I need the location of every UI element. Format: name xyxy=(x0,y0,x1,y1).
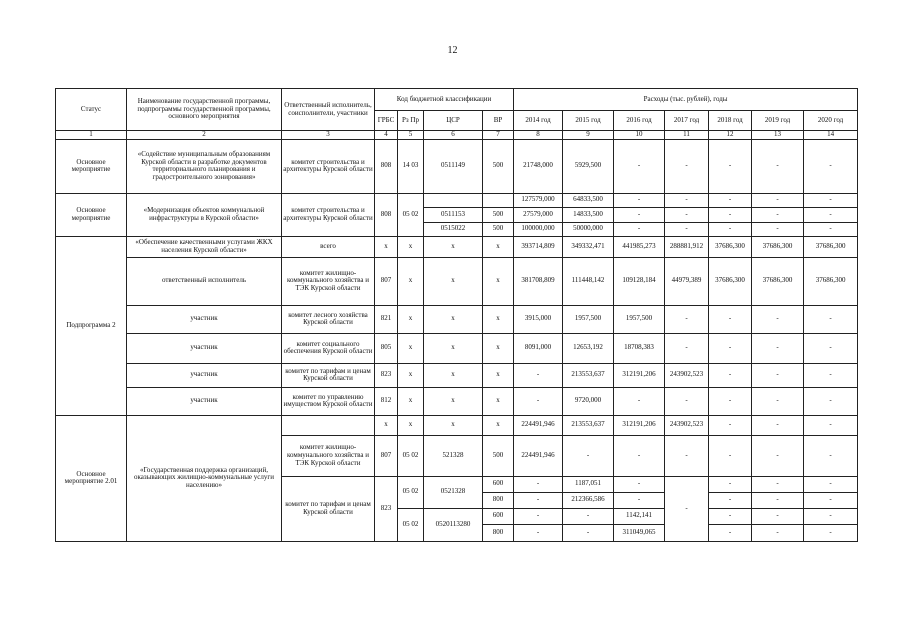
executor-cell: всего xyxy=(282,236,375,257)
table-row xyxy=(56,193,858,207)
value-cell: 27579,000 xyxy=(514,207,563,222)
value-cell: - xyxy=(752,193,804,207)
vr-cell xyxy=(483,193,514,207)
rzpr-cell: х xyxy=(398,257,424,305)
name-cell: участник xyxy=(127,363,282,387)
value-cell: 100000,000 xyxy=(514,222,563,236)
value-cell: 243902,523 xyxy=(665,415,709,435)
header-rzpr: Рз Пр xyxy=(398,111,424,131)
csr-cell: х xyxy=(424,257,483,305)
grbs-cell: 823 xyxy=(375,476,398,541)
vr-cell: х xyxy=(483,236,514,257)
name-cell: «Содействие муниципальным образованиям Курской области в разработке документов территориального планирования и градостроительного зонирования» xyxy=(127,139,282,193)
column-number: 7 xyxy=(483,131,514,140)
value-cell: - xyxy=(514,363,563,387)
rzpr-cell: 05 02 xyxy=(398,476,424,508)
column-number: 8 xyxy=(514,131,563,140)
value-cell: - xyxy=(614,492,665,508)
value-cell: - xyxy=(752,139,804,193)
executor-cell: комитет социального обеспечения Курской области xyxy=(282,333,375,363)
value-cell: - xyxy=(614,207,665,222)
grbs-cell: 808 xyxy=(375,139,398,193)
value-cell: 349332,471 xyxy=(563,236,614,257)
column-number: 11 xyxy=(665,131,709,140)
value-cell: - xyxy=(709,524,752,541)
vr-cell: 800 xyxy=(483,524,514,541)
value-cell: - xyxy=(665,139,709,193)
value-cell: 1142,141 xyxy=(614,508,665,524)
vr-cell: х xyxy=(483,415,514,435)
value-cell: - xyxy=(804,524,858,541)
name-cell: участник xyxy=(127,387,282,415)
column-numbers-row xyxy=(56,131,858,140)
vr-cell: 500 xyxy=(483,222,514,236)
header-year: 2017 год xyxy=(665,111,709,131)
csr-cell: х xyxy=(424,363,483,387)
header-year: 2015 год xyxy=(563,111,614,131)
value-cell: - xyxy=(665,207,709,222)
value-cell: - xyxy=(709,415,752,435)
header-year: 2018 год xyxy=(709,111,752,131)
value-cell: - xyxy=(665,476,709,541)
value-cell: 1187,051 xyxy=(563,476,614,492)
value-cell: - xyxy=(709,193,752,207)
value-cell: - xyxy=(614,222,665,236)
status-cell: Основное мероприятие xyxy=(56,193,127,236)
value-cell: 44979,389 xyxy=(665,257,709,305)
value-cell: - xyxy=(752,524,804,541)
value-cell: - xyxy=(752,435,804,476)
status-cell: Подпрограмма 2 xyxy=(56,236,127,415)
vr-cell: 600 xyxy=(483,508,514,524)
name-cell: участник xyxy=(127,333,282,363)
value-cell: - xyxy=(752,387,804,415)
value-cell: - xyxy=(804,222,858,236)
value-cell: - xyxy=(514,508,563,524)
csr-cell: х xyxy=(424,415,483,435)
value-cell: - xyxy=(709,387,752,415)
value-cell: - xyxy=(709,363,752,387)
csr-cell: х xyxy=(424,333,483,363)
grbs-cell: 807 xyxy=(375,257,398,305)
value-cell: - xyxy=(804,193,858,207)
header-budget-code: Код бюджетной классификации xyxy=(375,89,514,111)
vr-cell: х xyxy=(483,387,514,415)
value-cell: 393714,809 xyxy=(514,236,563,257)
executor-cell: комитет по тарифам и ценам Курской области xyxy=(282,476,375,541)
name-cell: «Модернизация объектов коммунальной инфраструктуры в Курской области» xyxy=(127,193,282,236)
header-year: 2020 год xyxy=(804,111,858,131)
grbs-cell: 823 xyxy=(375,363,398,387)
header-expenses: Расходы (тыс. рублей), годы xyxy=(514,89,858,111)
value-cell: 14833,500 xyxy=(563,207,614,222)
executor-cell: комитет по управлению имуществом Курской области xyxy=(282,387,375,415)
csr-cell: 0520113280 xyxy=(424,508,483,541)
rzpr-cell: х xyxy=(398,236,424,257)
value-cell: 381708,809 xyxy=(514,257,563,305)
value-cell: - xyxy=(752,207,804,222)
value-cell: 37686,300 xyxy=(804,236,858,257)
rzpr-cell: х xyxy=(398,305,424,333)
vr-cell: х xyxy=(483,363,514,387)
column-number: 13 xyxy=(752,131,804,140)
table-row xyxy=(56,305,858,333)
column-number: 14 xyxy=(804,131,858,140)
header-year: 2019 год xyxy=(752,111,804,131)
value-cell: - xyxy=(709,139,752,193)
column-number: 2 xyxy=(127,131,282,140)
value-cell: - xyxy=(709,222,752,236)
value-cell: 312191,206 xyxy=(614,415,665,435)
value-cell: 9720,000 xyxy=(563,387,614,415)
csr-cell: х xyxy=(424,305,483,333)
grbs-cell: 807 xyxy=(375,435,398,476)
page-number: 12 xyxy=(447,45,458,56)
value-cell: 1957,500 xyxy=(614,305,665,333)
value-cell: - xyxy=(752,305,804,333)
column-number: 3 xyxy=(282,131,375,140)
rzpr-cell: х xyxy=(398,415,424,435)
value-cell: - xyxy=(665,193,709,207)
value-cell: 37686,300 xyxy=(752,236,804,257)
value-cell: 111448,142 xyxy=(563,257,614,305)
executor-cell: комитет строительства и архитектуры Курской области xyxy=(282,193,375,236)
vr-cell: 600 xyxy=(483,476,514,492)
value-cell: - xyxy=(665,305,709,333)
csr-cell: 0515022 xyxy=(424,222,483,236)
grbs-cell: х xyxy=(375,236,398,257)
name-cell: «Государственная поддержка организаций, оказывающих жилищно-коммунальные услуги населению» xyxy=(127,415,282,541)
value-cell: - xyxy=(709,305,752,333)
rzpr-cell: 05 02 xyxy=(398,435,424,476)
header-year: 2014 год xyxy=(514,111,563,131)
value-cell: 5929,500 xyxy=(563,139,614,193)
value-cell: - xyxy=(804,387,858,415)
value-cell: 224491,946 xyxy=(514,435,563,476)
value-cell: 312191,206 xyxy=(614,363,665,387)
header-vr: ВР xyxy=(483,111,514,131)
table-row xyxy=(56,333,858,363)
value-cell: - xyxy=(709,435,752,476)
value-cell: - xyxy=(665,387,709,415)
rzpr-cell: х xyxy=(398,363,424,387)
table-row xyxy=(56,363,858,387)
executor-cell: комитет лесного хозяйства Курской области xyxy=(282,305,375,333)
rzpr-cell: 14 03 xyxy=(398,139,424,193)
column-number: 12 xyxy=(709,131,752,140)
rzpr-cell: 05 02 xyxy=(398,508,424,541)
value-cell: 441985,273 xyxy=(614,236,665,257)
value-cell: 288881,912 xyxy=(665,236,709,257)
csr-cell: х xyxy=(424,387,483,415)
value-cell: - xyxy=(563,435,614,476)
value-cell: 213553,637 xyxy=(563,363,614,387)
value-cell: - xyxy=(709,333,752,363)
value-cell: - xyxy=(665,333,709,363)
value-cell: - xyxy=(752,476,804,492)
value-cell: - xyxy=(804,305,858,333)
value-cell: - xyxy=(804,363,858,387)
value-cell: - xyxy=(709,492,752,508)
csr-cell: 0521328 xyxy=(424,476,483,508)
value-cell: - xyxy=(614,139,665,193)
value-cell: 213553,637 xyxy=(563,415,614,435)
column-number: 4 xyxy=(375,131,398,140)
vr-cell: х xyxy=(483,305,514,333)
value-cell: - xyxy=(752,333,804,363)
vr-cell: х xyxy=(483,333,514,363)
vr-cell: 500 xyxy=(483,139,514,193)
csr-cell xyxy=(424,193,483,207)
value-cell: 37686,300 xyxy=(709,257,752,305)
csr-cell: х xyxy=(424,236,483,257)
value-cell: - xyxy=(614,435,665,476)
csr-cell: 0511153 xyxy=(424,207,483,222)
header-executor: Ответственный исполнитель, соисполнители, участники xyxy=(282,89,375,131)
value-cell: 109128,184 xyxy=(614,257,665,305)
vr-cell: 500 xyxy=(483,207,514,222)
value-cell: - xyxy=(804,492,858,508)
name-cell: «Обеспечение качественными услугами ЖКХ населения Курской области» xyxy=(127,236,282,257)
value-cell: 37686,300 xyxy=(709,236,752,257)
executor-cell: комитет жилищно-коммунального хозяйства и ТЭК Курской области xyxy=(282,257,375,305)
csr-cell: 521328 xyxy=(424,435,483,476)
grbs-cell: х xyxy=(375,415,398,435)
value-cell: 37686,300 xyxy=(804,257,858,305)
table-row xyxy=(56,236,858,257)
header-status: Статус xyxy=(56,89,127,131)
value-cell: 12653,192 xyxy=(563,333,614,363)
value-cell: - xyxy=(614,387,665,415)
column-number: 1 xyxy=(56,131,127,140)
column-number: 9 xyxy=(563,131,614,140)
value-cell: 37686,300 xyxy=(752,257,804,305)
name-cell: ответственный исполнитель xyxy=(127,257,282,305)
table-row xyxy=(56,257,858,305)
value-cell: - xyxy=(563,524,614,541)
table-row xyxy=(56,139,858,193)
value-cell: 1957,500 xyxy=(563,305,614,333)
executor-cell: комитет жилищно-коммунального хозяйства и ТЭК Курской области xyxy=(282,435,375,476)
value-cell: - xyxy=(665,222,709,236)
value-cell: - xyxy=(709,508,752,524)
value-cell: - xyxy=(804,207,858,222)
header-row-1 xyxy=(56,89,858,111)
name-cell: участник xyxy=(127,305,282,333)
column-number: 6 xyxy=(424,131,483,140)
value-cell: 21748,000 xyxy=(514,139,563,193)
value-cell: 18708,383 xyxy=(614,333,665,363)
value-cell: - xyxy=(804,508,858,524)
value-cell: - xyxy=(752,222,804,236)
value-cell: - xyxy=(614,476,665,492)
csr-cell: 0511149 xyxy=(424,139,483,193)
value-cell: - xyxy=(514,492,563,508)
vr-cell: 800 xyxy=(483,492,514,508)
executor-cell: комитет строительства и архитектуры Курской области xyxy=(282,139,375,193)
rzpr-cell: 05 02 xyxy=(398,193,424,236)
grbs-cell: 812 xyxy=(375,387,398,415)
value-cell: - xyxy=(709,476,752,492)
value-cell: 127579,000 xyxy=(514,193,563,207)
header-year: 2016 год xyxy=(614,111,665,131)
value-cell: 8091,000 xyxy=(514,333,563,363)
value-cell: - xyxy=(514,524,563,541)
table-row xyxy=(56,387,858,415)
status-cell: Основное мероприятие xyxy=(56,139,127,193)
value-cell: 311049,065 xyxy=(614,524,665,541)
value-cell: - xyxy=(752,492,804,508)
value-cell: 3915,000 xyxy=(514,305,563,333)
value-cell: - xyxy=(752,363,804,387)
value-cell: - xyxy=(665,435,709,476)
header-csr: ЦСР xyxy=(424,111,483,131)
table-row xyxy=(56,415,858,435)
rzpr-cell: х xyxy=(398,387,424,415)
value-cell: - xyxy=(804,415,858,435)
value-cell: - xyxy=(709,207,752,222)
grbs-cell: 821 xyxy=(375,305,398,333)
value-cell: 50000,000 xyxy=(563,222,614,236)
vr-cell: 500 xyxy=(483,435,514,476)
executor-cell xyxy=(282,415,375,435)
value-cell: - xyxy=(514,387,563,415)
value-cell: - xyxy=(563,508,614,524)
rzpr-cell: х xyxy=(398,333,424,363)
value-cell: - xyxy=(514,476,563,492)
value-cell: 224491,946 xyxy=(514,415,563,435)
value-cell: - xyxy=(804,476,858,492)
value-cell: - xyxy=(804,139,858,193)
column-number: 10 xyxy=(614,131,665,140)
grbs-cell: 808 xyxy=(375,193,398,236)
vr-cell: х xyxy=(483,257,514,305)
executor-cell: комитет по тарифам и ценам Курской области xyxy=(282,363,375,387)
value-cell: - xyxy=(752,508,804,524)
value-cell: - xyxy=(752,415,804,435)
value-cell: 64833,500 xyxy=(563,193,614,207)
value-cell: - xyxy=(804,333,858,363)
value-cell: - xyxy=(804,435,858,476)
grbs-cell: 805 xyxy=(375,333,398,363)
value-cell: 212366,586 xyxy=(563,492,614,508)
value-cell: - xyxy=(614,193,665,207)
header-name: Наименование государственной программы, подпрограммы государственной программы, основного мероприятия xyxy=(127,89,282,131)
budget-table xyxy=(55,88,858,542)
status-cell: Основное мероприятие 2.01 xyxy=(56,415,127,541)
column-number: 5 xyxy=(398,131,424,140)
header-grbs: ГРБС xyxy=(375,111,398,131)
value-cell: 243902,523 xyxy=(665,363,709,387)
